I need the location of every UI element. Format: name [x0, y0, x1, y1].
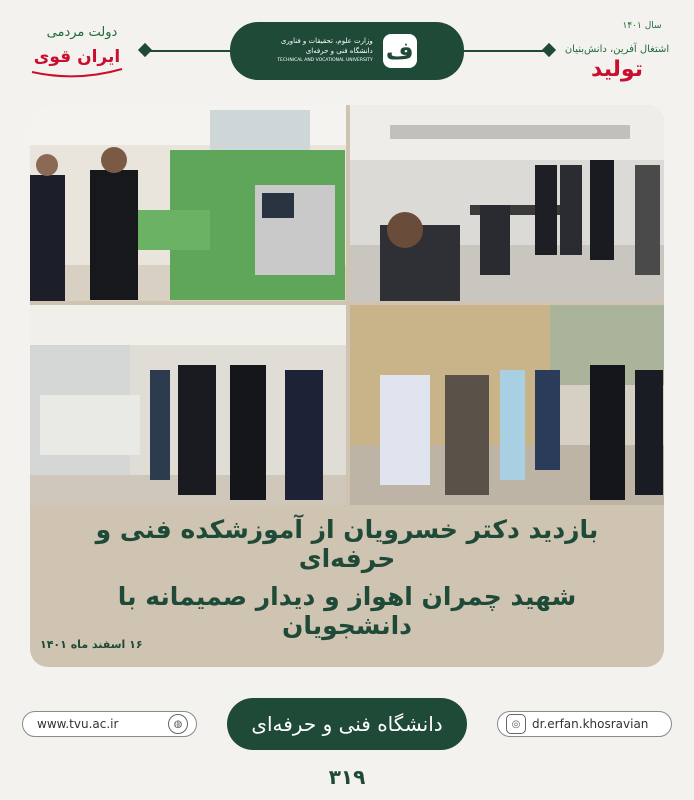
photo-classroom-students[interactable] — [350, 105, 664, 301]
header — [0, 0, 694, 100]
photo-laboratory-visit[interactable] — [30, 305, 346, 505]
slogan-logo-left — [22, 14, 132, 84]
globe-icon: ◍ — [168, 714, 188, 734]
instagram-handle: dr.erfan.khosravian — [532, 717, 649, 731]
headline-line-2: شهید چمران اهواز و دیدار صمیمانه با دانشجویان — [117, 582, 577, 640]
website-url: www.tvu.ac.ir — [37, 717, 119, 731]
svg-text:ایران قوی: ایران قوی — [33, 47, 121, 67]
instagram-link[interactable] — [497, 711, 672, 737]
photo-outdoor-students[interactable] — [350, 305, 664, 505]
headline-line-1: بازدید دکتر خسرویان از آموزشکده فنی و حرفه‌ای — [95, 515, 599, 573]
year-slogan-logo-right — [562, 14, 672, 84]
instagram-icon: ◎ — [506, 714, 526, 734]
svg-text:اشتغال آفرین، دانش‌بنیان: اشتغال آفرین، دانش‌بنیان — [564, 44, 670, 55]
page-number: ۳۱۹ — [328, 765, 366, 789]
svg-text:دولت مردمی: دولت مردمی — [46, 25, 118, 40]
website-link[interactable] — [22, 711, 197, 737]
news-card — [30, 105, 664, 667]
footer — [0, 690, 694, 800]
publish-date: ۱۶ اسفند ماه ۱۴۰۱ — [40, 638, 143, 651]
university-name-badge: دانشگاه فنی و حرفه‌ای — [227, 698, 467, 750]
ministry-label: وزارت علوم، تحقیقات و فناوری دانشگاه فنی و حرفه‌ای TECHNICAL AND VOCATIONAL UNIVERSITY — [277, 37, 373, 63]
tvu-emblem-icon: ف — [383, 34, 417, 68]
university-logo-badge — [230, 22, 464, 80]
photo-workshop-cnc[interactable] — [30, 105, 346, 301]
svg-text:سال ۱۴۰۱: سال ۱۴۰۱ — [622, 21, 662, 31]
svg-text:تولید: تولید — [590, 57, 644, 82]
